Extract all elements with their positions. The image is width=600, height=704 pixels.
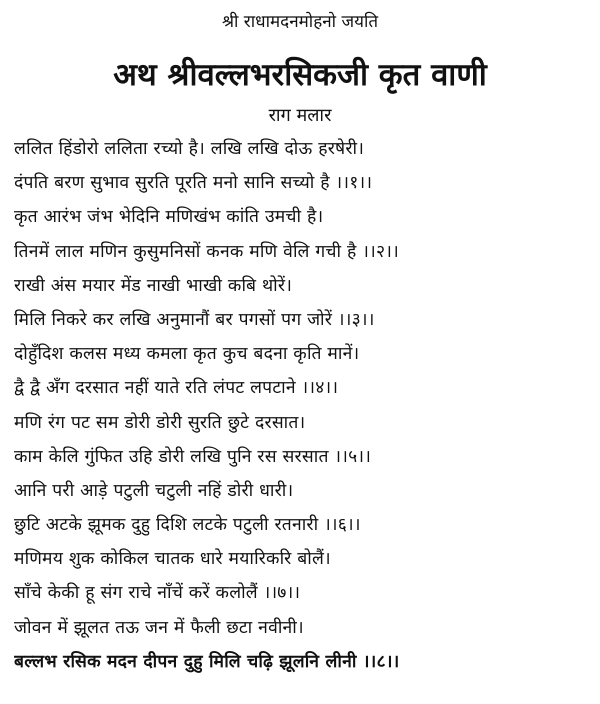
verse-line-15: जोवन में झूलत तऊ जन में फैली छटा नवीनी। (14, 617, 304, 638)
verse-line-11: आनि परी आड़े पटुली चटुली नहिं डोरी धारी। (14, 480, 294, 501)
verse-line-5: राखी अंस मयार मेंड नाखी भाखी कबि थोरें। (14, 275, 293, 296)
verse-line-7: दोहुँदिश कलस मध्य कमला कृत कुच बदना कृति मानें। (14, 344, 360, 365)
verse-line-6: मिलि निकरे कर लखि अनुमानौं बर पगसों पग जोरें ।।३।। (14, 309, 375, 330)
verse-line-2: दंपति बरण सुभाव सुरति पूरति मनो सानि सच्यो है ।।१।। (14, 173, 373, 194)
verse-line-12: छुटि अटके झूमक दुहु दिशि लटके पटुली रतनारी ।।६।। (14, 515, 361, 536)
raga-heading: राग मलार (268, 105, 332, 126)
verse-line-10: काम केलि गुंफित उहि डोरी लखि पुनि रस सरसात ।।५।। (14, 446, 372, 467)
verse-line-13: मणिमय शुक कोकिल चातक धारे मयारिकरि बोलैं। (14, 549, 331, 570)
verse-line-14: साँचे केकी हू संग राचे नाँचें करें कलोलैं ।।७।। (14, 583, 301, 604)
invocation-line: श्री राधामदनमोहनो जयति (221, 12, 379, 32)
page-title: अथ श्रीवल्लभरसिकजी कृत वाणी (113, 57, 487, 93)
verse-line-3: कृत आरंभ जंभ भेदिनि मणिखंभ कांति उमची है। (14, 207, 324, 228)
verse-line-8: द्वै द्वै अँग दरसात नहीं याते रति लंपट लपटाने ।।४।। (14, 378, 339, 399)
verse-line-16: बल्लभ रसिक मदन दीपन दुहु मिलि चढ़ि झूलनि लीनी ।।८।। (14, 651, 400, 672)
verse-list (14, 132, 588, 679)
verse-line-9: मणि रंग पट सम डोरी डोरी सुरति छुटे दरसात। (14, 412, 306, 433)
verse-line-4: तिनमें लाल मणिन कुसुमनिसों कनक मणि वेलि गची है ।।२।। (14, 241, 399, 262)
verse-line-1: ललित हिंडोरो ललिता रच्यो है। लखि लखि दोऊ हरषेरी। (14, 139, 365, 159)
